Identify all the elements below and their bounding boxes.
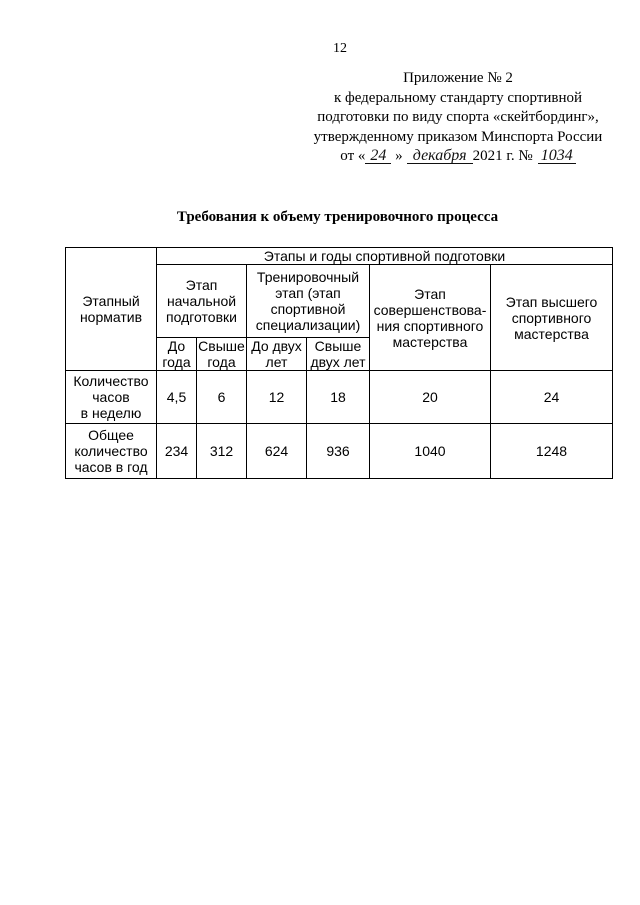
row-label: Общее количество часов в год [66,424,157,479]
annex-title: Приложение № 2 [403,70,513,86]
value-cell: 24 [491,371,613,424]
value-cell: 18 [307,371,370,424]
value-cell: 20 [370,371,491,424]
period-header: Свыше двух лет [307,338,370,371]
stage-header-initial: Этап начальной подготовки [157,265,247,338]
stage-header-higher-mastery: Этап высшего спортивного мастерства [491,265,613,371]
value-cell: 12 [247,371,307,424]
period-header: До двух лет [247,338,307,371]
group-header: Этапы и годы спортивной подготовки [157,248,613,265]
table-row [66,371,613,424]
period-header: До года [157,338,197,371]
row-label: Количество часов в неделю [66,371,157,424]
requirements-table [65,247,613,479]
value-cell: 6 [197,371,247,424]
table-row [66,424,613,479]
date-year-number-label: 2021 г. № [472,148,533,164]
stage-header-improvement: Этап совершенствова- ния спортивного мастерства [370,265,491,371]
handwritten-day: 24 [365,149,391,164]
stage-header-training: Тренировочный этап (этап спортивной специализации) [247,265,370,338]
annex-header-block [300,69,616,167]
value-cell: 936 [307,424,370,479]
value-cell: 624 [247,424,307,479]
stub-header: Этапный норматив [66,248,157,371]
date-quote-close: » [391,148,403,164]
value-cell: 234 [157,424,197,479]
value-cell: 4,5 [157,371,197,424]
value-cell: 1040 [370,424,491,479]
annex-line-order: утвержденному приказом Минспорта России [313,128,603,145]
date-prefix: от « [340,148,366,164]
period-header: Свыше года [198,338,245,370]
value-cell: 312 [197,424,247,479]
handwritten-order-number: 1034 [538,149,576,164]
annex-date-line [300,147,616,167]
document-title: Требования к объему тренировочного процесса [176,209,499,225]
page-number: 12 [333,41,347,56]
annex-line-sport: подготовки по виду спорта «скейтбординг», [317,109,599,125]
annex-line-standard: к федеральному стандарту спортивной [333,89,583,106]
value-cell: 1248 [491,424,613,479]
handwritten-month: декабря [407,149,473,164]
header-row-groups [66,248,613,265]
